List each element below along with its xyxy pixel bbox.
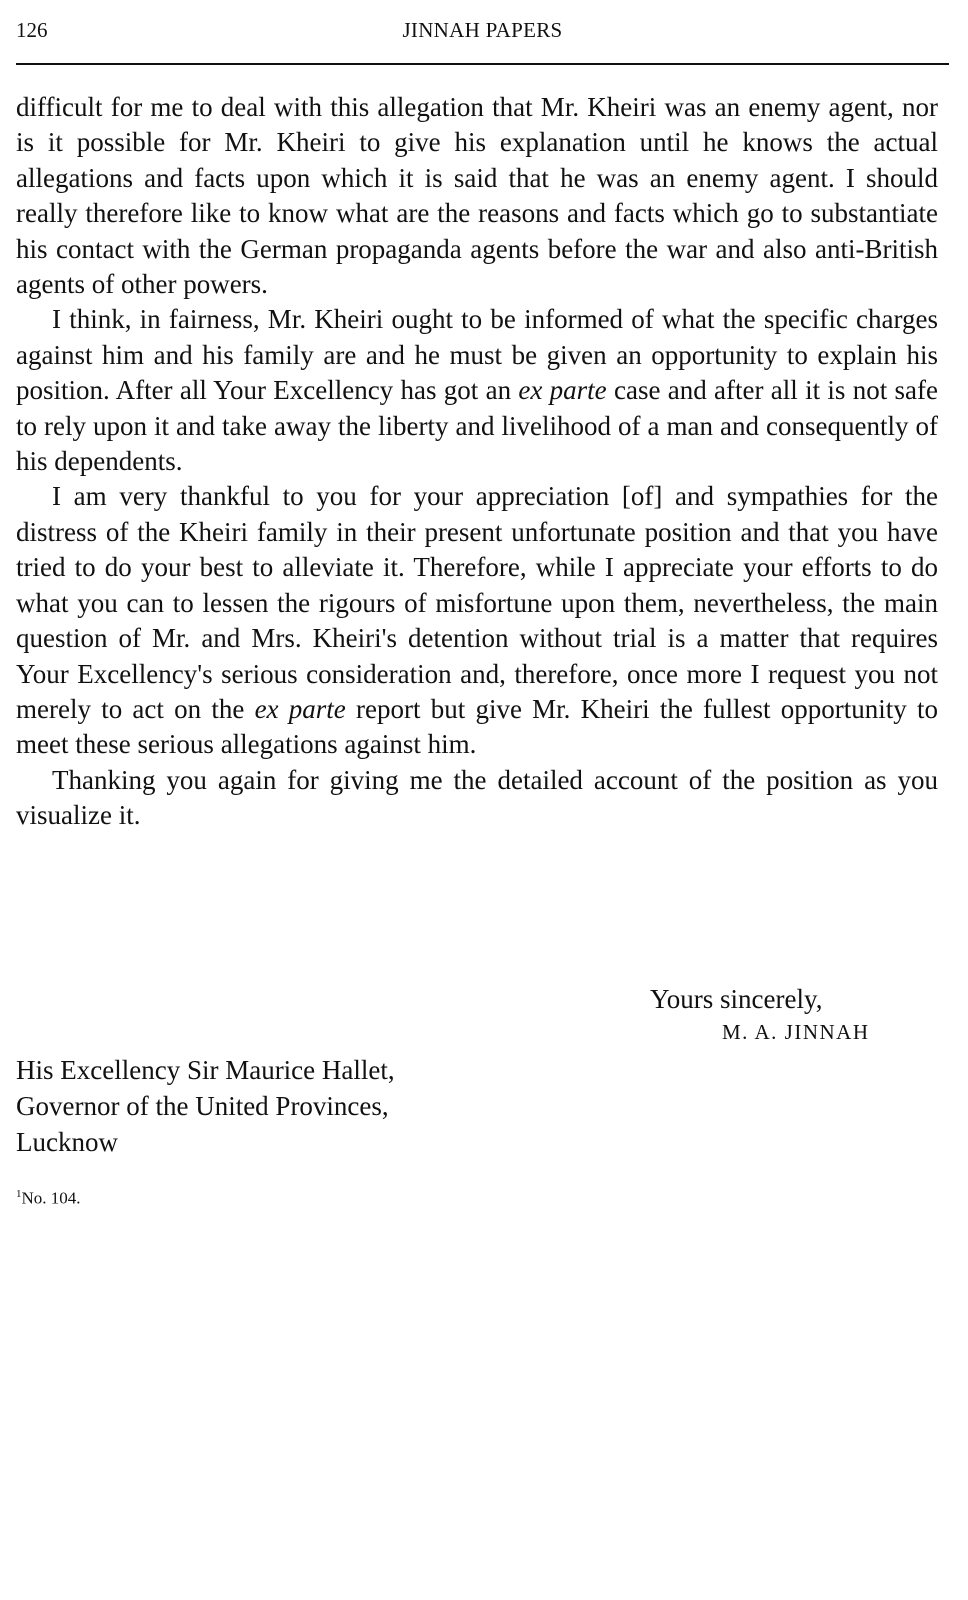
footnote-marker: 1 <box>16 1188 22 1200</box>
header-rule <box>16 63 949 65</box>
addressee-line-1: His Excellency Sir Maurice Hallet, <box>16 1055 395 1085</box>
paragraph-2 <box>16 302 938 479</box>
signature: M. A. JINNAH <box>722 1020 870 1044</box>
paragraph-3 <box>16 479 938 762</box>
running-header <box>16 16 949 46</box>
addressee-block <box>16 1052 716 1160</box>
paragraph-3-text-end: report but give Mr. Kheiri the fullest opportunity to meet these serious allegations against him. <box>16 693 939 760</box>
paragraph-2-text: I think, in fairness, Mr. Kheiri ought to be informed of what the specific charges against him and his family are and he must be given an opportunity to explain his position. After all Your Excellency has got an <box>16 304 938 406</box>
page-number: 126 <box>16 18 48 42</box>
paragraph-2-italic: ex parte <box>518 375 607 406</box>
footnote <box>16 1188 81 1209</box>
paragraph-2-text-end: case and after all it is not safe to rely upon it and take away the liberty and livelihood of a man and consequently of his dependents. <box>16 375 938 477</box>
paragraph-3-text: I am very thankful to you for your appreciation [of] and sympathies for the distress of the Kheiri family in their present unfortunate position and that you have tried to do your best to alleviate it. Therefore, while I appreciate your efforts to do what you can to lessen the rigours of misfortune upon them, nevertheless, the main question of Mr. and Mrs. Kheiri's detention without trial is a matter that requires Your Excellency's serious consideration and, therefore, once more I request you not merely to act on the <box>16 481 938 724</box>
addressee-line-2: Governor of the United Provinces, <box>16 1091 389 1121</box>
paragraph-3-italic: ex parte <box>254 693 346 724</box>
paragraph-1: difficult for me to deal with this allegation that Mr. Kheiri was an enemy agent, nor is it possible for Mr. Kheiri to give his explanation until he knows the actual allegations and facts upon which it is said that he was an enemy agent. I should really therefore like to know what are the reasons and facts which go to substantiate his contact with the German propaganda agents before the war and also anti-British agents of other powers. <box>16 92 938 300</box>
addressee-line-3: Lucknow <box>16 1127 118 1157</box>
running-title: JINNAH PAPERS <box>402 18 563 42</box>
footnote-text: No. 104. <box>21 1188 81 1208</box>
closing: Yours sincerely, <box>650 984 823 1014</box>
letter-body <box>16 90 938 834</box>
paragraph-4: Thanking you again for giving me the detailed account of the position as you visualize it. <box>16 764 938 831</box>
